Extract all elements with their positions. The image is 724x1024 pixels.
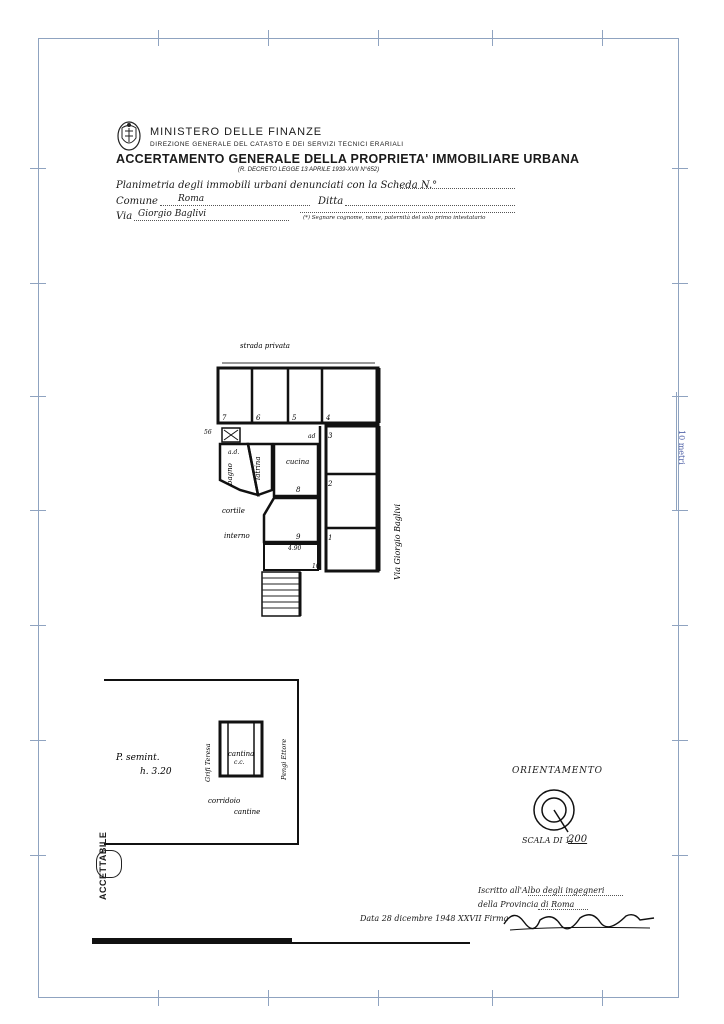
frame-tick: [378, 990, 379, 1006]
coat-of-arms-icon: [116, 120, 142, 152]
albo-label: Iscritto all'Albo degli ingegneri: [478, 886, 605, 895]
corridor-label-2: cantine: [234, 808, 261, 816]
ad-label: ad: [308, 433, 316, 440]
scale-label: SCALA DI 1:: [522, 836, 573, 845]
frame-tick: [672, 740, 688, 741]
cucina-label: cucina: [286, 458, 310, 466]
decree-reference: (R. DECRETO LEGGE 13 APRILE 1939-XVII N°652): [238, 167, 380, 173]
ad-label-bagno: a.d.: [228, 449, 240, 456]
frame-tick: [378, 30, 379, 46]
right-wing-wall: [326, 426, 378, 571]
ditta-line-2: [300, 212, 515, 213]
scale-bar-label: 10 metri: [677, 430, 686, 465]
bottom-rule-tail: [290, 942, 470, 944]
right-owner-label: Pengi Ettore: [280, 738, 288, 780]
cantina-num-label: c.c.: [234, 759, 245, 766]
orientation-label: ORIENTAMENTO: [512, 766, 603, 776]
room-3-label: 3: [328, 432, 333, 440]
floor-plan: [200, 330, 420, 620]
room-6-label: 6: [256, 414, 261, 422]
via-label: Via: [116, 211, 133, 222]
document-title: ACCERTAMENTO GENERALE DELLA PROPRIETA' IMMOBILIARE URBANA: [116, 152, 580, 166]
cellar-plan: [90, 678, 310, 848]
frame-tick: [30, 396, 46, 397]
frame-tick: [602, 30, 603, 46]
bottom-rule: [92, 938, 292, 944]
handwritten-signature: [500, 904, 660, 934]
front-rooms-wall: [218, 368, 378, 423]
accettabile-stamp: ACCETTABILE: [98, 831, 108, 900]
room-9-label: 9: [296, 533, 301, 541]
cantina-label: cantina: [228, 750, 255, 758]
cellar-height-label: h. 3.20: [140, 767, 172, 777]
ditta-line: [345, 205, 515, 206]
room-1-label: 1: [328, 534, 333, 542]
frame-tick: [672, 625, 688, 626]
cellar-level-label: P. semint.: [116, 753, 160, 763]
frame-tick: [30, 855, 46, 856]
frame-tick: [268, 990, 269, 1006]
height-label: 4.90: [288, 545, 302, 552]
form-note: (*) Segnare cognome, nome, paternità del solo primo intestatario: [303, 215, 486, 221]
room-56-label: 56: [204, 429, 212, 436]
frame-tick: [30, 283, 46, 284]
frame-tick: [158, 990, 159, 1006]
street-top-label: strada privata: [240, 342, 290, 350]
compass-icon: [530, 786, 580, 836]
frame-tick: [672, 855, 688, 856]
ministry-title: MINISTERO DELLE FINANZE: [150, 126, 323, 138]
frame-tick: [672, 168, 688, 169]
frame-tick: [30, 740, 46, 741]
room-5-label: 5: [292, 414, 297, 422]
interno-label: interno: [224, 532, 250, 540]
street-right-label: Via Giorgio Baglivi: [393, 503, 402, 580]
date-signature-label: Data 28 dicembre 1948 XXVII Firma: [360, 914, 509, 923]
corridor-label-1: corridoio: [208, 797, 241, 805]
staircase: [262, 572, 300, 616]
frame-tick: [268, 30, 269, 46]
frame-tick: [672, 283, 688, 284]
planimetria-label: Planimetria degli immobili urbani denunciati con la Scheda N.°: [116, 180, 438, 191]
room-2-label: 2: [328, 480, 333, 488]
ditta-label: Ditta: [318, 196, 344, 207]
cortile-label: cortile: [222, 507, 245, 515]
latrina-label: latrina: [254, 456, 262, 480]
comune-value: Roma: [178, 194, 205, 204]
frame-tick: [602, 990, 603, 1006]
scale-value: 200: [568, 834, 588, 845]
room-8-label: 8: [296, 486, 301, 494]
frame-tick: [492, 30, 493, 46]
frame-tick: [30, 625, 46, 626]
frame-tick: [672, 510, 688, 511]
left-owner-label: Grifi Teresa: [204, 743, 212, 782]
bagno-label: bagno: [226, 463, 234, 485]
cantina-wall: [220, 722, 262, 776]
frame-tick: [30, 168, 46, 169]
albo-line: [528, 895, 623, 896]
frame-tick: [672, 396, 688, 397]
via-line: [134, 220, 289, 221]
frame-tick: [158, 30, 159, 46]
room-10-label: 10: [312, 563, 320, 570]
provincia-label: della Provincia di Roma: [478, 900, 575, 909]
room-9-wall: [264, 498, 318, 542]
frame-tick: [30, 510, 46, 511]
via-value: Giorgio Baglivi: [138, 209, 207, 219]
room-4-label: 4: [326, 414, 331, 422]
scheda-line: [400, 188, 515, 189]
comune-line: [160, 205, 310, 206]
stamp-signature-icon: [96, 850, 122, 878]
direction-subtitle: DIREZIONE GENERALE DEL CATASTO E DEI SERVIZI TECNICI ERARIALI: [150, 141, 404, 148]
comune-label: Comune: [116, 196, 158, 207]
room-7-label: 7: [222, 414, 227, 422]
frame-tick: [492, 990, 493, 1006]
